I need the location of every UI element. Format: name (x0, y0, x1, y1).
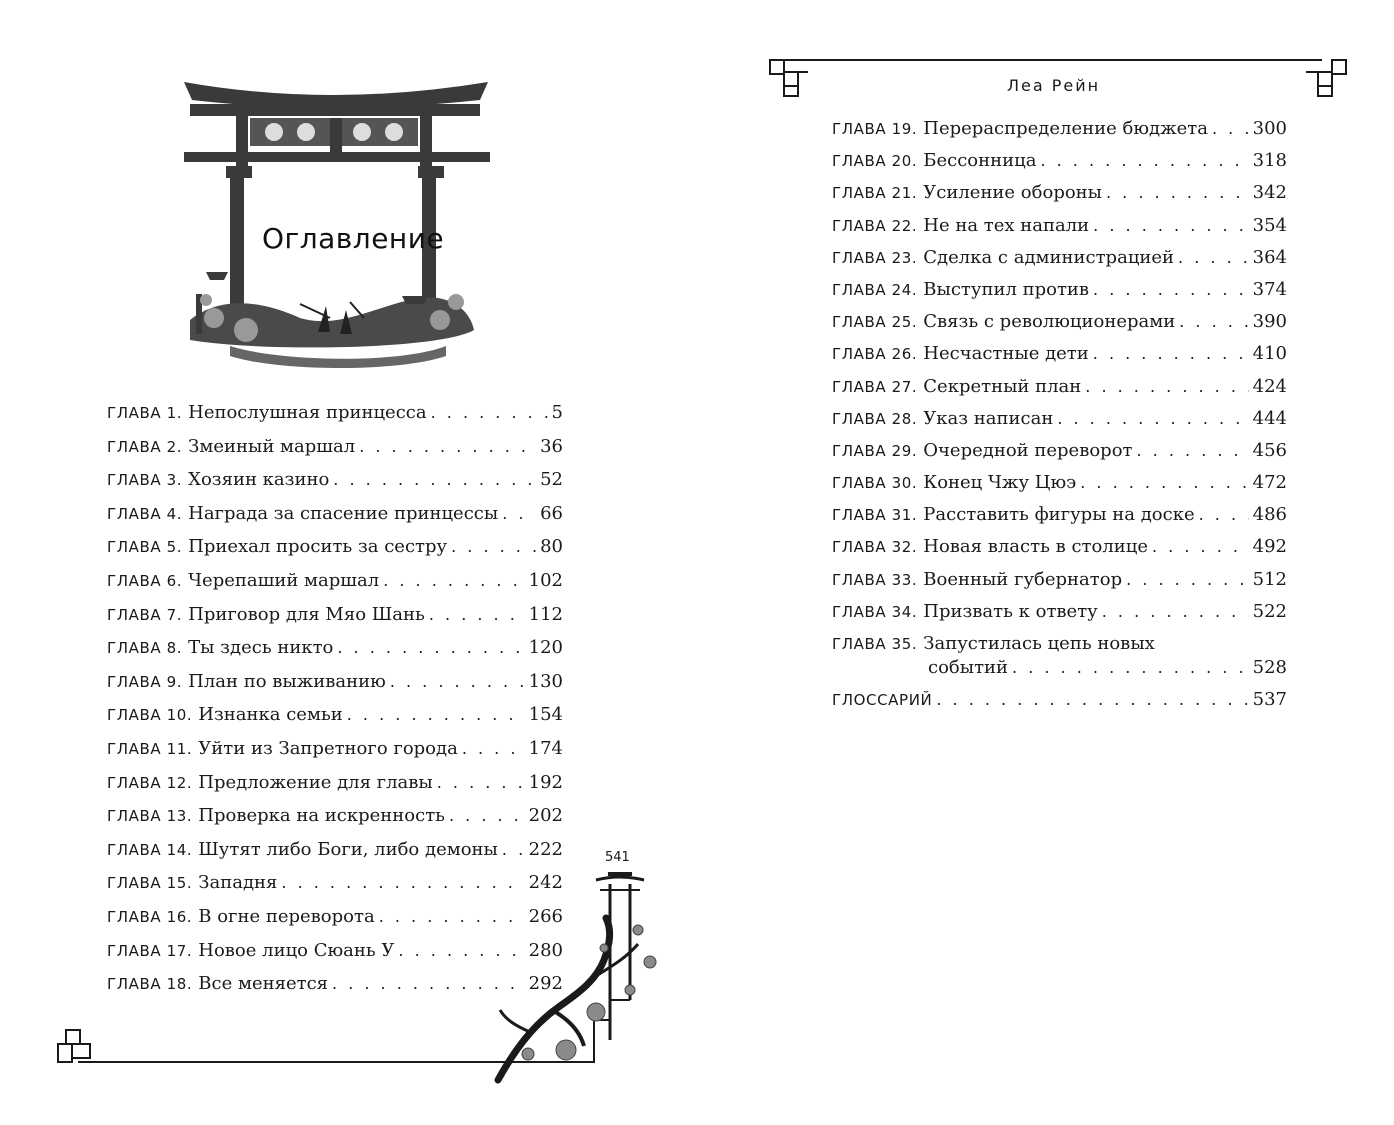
dot-leader (1093, 214, 1248, 238)
toc-entry (107, 905, 563, 939)
chapter-title: Запустилась цепь новых (923, 633, 1155, 654)
chapter-title: Приговор для Мяо Шань (188, 603, 425, 625)
chapter-title: Изнанка семьи (198, 704, 343, 726)
toc-list-right (832, 117, 1287, 720)
toc-entry (832, 181, 1287, 213)
chapter-title: Приехал просить за сестру (188, 536, 448, 558)
toc-entry (832, 535, 1287, 567)
chapter-title: Призвать к ответу (923, 600, 1098, 622)
chapter-label: ГЛАВА 13. (107, 807, 193, 826)
toc-entry (107, 972, 563, 1006)
chapter-page-number: 444 (1252, 407, 1287, 429)
toc-entry (832, 600, 1287, 632)
dot-leader (1093, 278, 1249, 302)
chapter-page-number: 130 (528, 670, 563, 692)
dot-leader (1152, 535, 1249, 559)
chapter-label: ГЛАВА 25. (832, 313, 918, 332)
toc-entry (107, 502, 563, 536)
chapter-page-number: 80 (540, 536, 563, 558)
chapter-title: Расставить фигуры на доске (923, 504, 1195, 526)
chapter-label: ГЛАВА 19. (832, 120, 918, 138)
chapter-page-number: 472 (1252, 472, 1287, 494)
page-number: 541 (605, 850, 630, 865)
chapter-title: План по выживанию (188, 670, 386, 692)
chapter-page-number: 102 (528, 569, 563, 591)
dot-leader (332, 972, 525, 996)
chapter-label: ГЛАВА 18. (107, 975, 193, 994)
toc-entry (832, 503, 1287, 535)
chapter-page-number: 202 (528, 805, 563, 827)
dot-leader (502, 502, 536, 526)
dot-leader (347, 703, 525, 727)
toc-entry (832, 149, 1287, 181)
dot-leader (1102, 600, 1249, 624)
chapter-title: Ты здесь никто (188, 637, 334, 659)
toc-entry (832, 246, 1287, 278)
toc-entry (832, 214, 1287, 246)
dot-leader (1179, 310, 1248, 334)
toc-entry (107, 401, 563, 435)
chapter-label: ГЛАВА 22. (832, 216, 918, 235)
toc-entry (107, 838, 563, 872)
chapter-title: В огне переворота (198, 905, 375, 927)
chapter-title: Очередной переворот (923, 439, 1133, 461)
chapter-page-number: 36 (540, 435, 563, 457)
dot-leader (1040, 149, 1248, 173)
chapter-page-number: 154 (528, 704, 563, 726)
chapter-label: ГЛАВА 5. (107, 538, 183, 557)
glossary-page-number: 537 (1252, 689, 1287, 710)
dot-leader (383, 569, 524, 593)
dot-leader (936, 688, 1248, 712)
toc-entry (832, 568, 1287, 600)
chapter-page-number: 410 (1252, 343, 1287, 365)
dot-leader (359, 435, 536, 459)
toc-entry (107, 871, 563, 905)
chapter-page-number: 424 (1252, 375, 1287, 397)
chapter-label: ГЛАВА 12. (107, 773, 193, 792)
dot-leader (451, 535, 536, 559)
toc-entry (107, 535, 563, 569)
toc-entry (832, 117, 1287, 149)
chapter-title: Усиление обороны (923, 182, 1102, 204)
chapter-label: ГЛАВА 31. (832, 506, 918, 525)
chapter-page-number: 456 (1252, 439, 1287, 461)
dot-leader (1012, 656, 1249, 680)
chapter-title: Бессонница (923, 150, 1037, 172)
chapter-label: ГЛАВА 14. (107, 840, 193, 859)
dot-leader (462, 737, 525, 761)
chapter-label: ГЛАВА 8. (107, 639, 183, 658)
chapter-title: Змеиный маршал (188, 435, 356, 457)
toc-entry (107, 569, 563, 603)
toc-list-left (107, 401, 563, 1006)
chapter-title: Западня (198, 872, 278, 894)
chapter-page-number: 120 (528, 637, 563, 659)
chapter-page-number: 492 (1252, 536, 1287, 558)
dot-leader (1199, 503, 1249, 527)
chapter-label: ГЛАВА 9. (107, 672, 183, 691)
toc-entry (832, 310, 1287, 342)
chapter-label: ГЛАВА 29. (832, 441, 918, 460)
chapter-page-number: 390 (1252, 311, 1287, 333)
toc-entry (832, 407, 1287, 439)
toc-entry (107, 636, 563, 670)
chapter-page-number: 364 (1252, 246, 1287, 268)
chapter-label: ГЛАВА 34. (832, 602, 918, 621)
toc-entry (107, 670, 563, 704)
chapter-title: Уйти из Запретного города (198, 737, 458, 759)
dot-leader (1093, 342, 1249, 366)
dot-leader (437, 771, 525, 795)
chapter-label: ГЛАВА 6. (107, 571, 183, 590)
dot-leader (1085, 375, 1248, 399)
chapter-page-number: 5 (551, 402, 563, 423)
chapter-label: ГЛАВА 30. (832, 474, 918, 493)
right-page (697, 0, 1394, 1125)
chapter-label: ГЛАВА 3. (107, 471, 183, 490)
chapter-title: Перераспределение бюджета (923, 118, 1208, 139)
chapter-title: Проверка на искренность (198, 805, 445, 827)
chapter-title: Предложение для главы (198, 771, 433, 793)
chapter-page-number: 280 (528, 939, 563, 961)
chapter-label: ГЛАВА 17. (107, 941, 193, 960)
toc-entry (107, 737, 563, 771)
running-head-author: Леа Рейн (1007, 76, 1101, 95)
chapter-title: Указ написан (923, 407, 1054, 429)
chapter-label: ГЛАВА 15. (107, 874, 193, 893)
chapter-label: ГЛАВА 27. (832, 377, 918, 396)
toc-entry (107, 468, 563, 502)
dot-leader (429, 603, 525, 627)
dot-leader (333, 468, 536, 492)
chapter-label: ГЛАВА 33. (832, 570, 918, 589)
chapter-label: ГЛАВА 2. (107, 437, 183, 456)
toc-entry (832, 375, 1287, 407)
toc-entry (107, 771, 563, 805)
chapter-label: ГЛАВА 10. (107, 706, 193, 725)
chapter-title: Все меняется (198, 973, 329, 995)
chapter-title: Хозяин казино (188, 469, 330, 491)
dot-leader (1178, 246, 1249, 270)
chapter-title: Секретный план (923, 375, 1082, 397)
toc-entry (107, 435, 563, 469)
chapter-page-number: 292 (528, 973, 563, 995)
chapter-label: ГЛАВА 21. (832, 184, 918, 203)
toc-entry-glossary (832, 688, 1287, 720)
chapter-page-number: 66 (540, 502, 563, 524)
dot-leader (1137, 439, 1249, 463)
chapter-title: Новая власть в столице (923, 536, 1148, 558)
dot-leader (1126, 568, 1249, 592)
chapter-page-number: 266 (528, 905, 563, 927)
toc-entry (107, 804, 563, 838)
chapter-label: ГЛАВА 28. (832, 409, 918, 428)
chapter-label: ГЛАВА 23. (832, 248, 918, 267)
chapter-title: Черепаший маршал (188, 569, 380, 591)
chapter-page-number: 300 (1252, 118, 1287, 139)
chapter-page-number: 112 (528, 603, 563, 625)
chapter-page-number: 486 (1252, 504, 1287, 526)
glossary-label: ГЛОССАРИЙ (832, 691, 933, 709)
chapter-label: ГЛАВА 1. (107, 404, 183, 422)
dot-leader (398, 939, 524, 963)
chapter-title-continued: событий (928, 657, 1009, 678)
chapter-page-number: 222 (528, 838, 563, 860)
chapter-page-number: 522 (1252, 600, 1287, 622)
toc-entry (107, 939, 563, 973)
toc-entry (832, 471, 1287, 503)
chapter-title: Шутят либо Боги, либо демоны (198, 838, 498, 860)
chapter-title: Новое лицо Сюань У (198, 939, 395, 961)
toc-entry (832, 278, 1287, 310)
chapter-title: Награда за спасение принцессы (188, 502, 499, 524)
chapter-label: ГЛАВА 26. (832, 345, 918, 364)
chapter-page-number: 342 (1252, 182, 1287, 204)
dot-leader (431, 401, 548, 425)
toc-entry (107, 603, 563, 637)
dot-leader (1080, 471, 1248, 495)
dot-leader (502, 838, 525, 862)
dot-leader (1212, 117, 1249, 141)
chapter-title: Несчастные дети (923, 343, 1089, 365)
chapter-page-number: 528 (1252, 657, 1287, 678)
chapter-label: ГЛАВА 24. (832, 280, 918, 299)
chapter-title: Конец Чжу Цюэ (923, 472, 1077, 494)
chapter-page-number: 52 (540, 469, 563, 491)
chapter-page-number: 174 (528, 737, 563, 759)
toc-entry (832, 632, 1287, 688)
chapter-page-number: 374 (1252, 278, 1287, 300)
chapter-label: ГЛАВА 7. (107, 605, 183, 624)
dot-leader (337, 636, 524, 660)
toc-heading: Оглавление (262, 222, 445, 255)
toc-entry (107, 703, 563, 737)
dot-leader (379, 905, 525, 929)
dot-leader (1057, 407, 1248, 431)
chapter-title: Не на тех напали (923, 214, 1090, 236)
toc-entry (832, 342, 1287, 374)
chapter-title: Сделка с администрацией (923, 246, 1175, 268)
chapter-title: Военный губернатор (923, 568, 1123, 590)
chapter-page-number: 242 (528, 872, 563, 894)
dot-leader (449, 804, 525, 828)
chapter-title: Связь с революционерами (923, 311, 1176, 333)
chapter-page-number: 354 (1252, 214, 1287, 236)
chapter-title: Непослушная принцесса (188, 402, 427, 423)
dot-leader (1106, 181, 1249, 205)
chapter-page-number: 512 (1252, 568, 1287, 590)
chapter-label: ГЛАВА 35. (832, 635, 918, 653)
toc-entry (832, 439, 1287, 471)
chapter-page-number: 318 (1252, 150, 1287, 172)
dot-leader (281, 871, 524, 895)
chapter-page-number: 192 (528, 771, 563, 793)
chapter-label: ГЛАВА 20. (832, 152, 918, 171)
chapter-label: ГЛАВА 32. (832, 538, 918, 557)
chapter-label: ГЛАВА 16. (107, 907, 193, 926)
dot-leader (390, 670, 525, 694)
chapter-title: Выступил против (923, 278, 1090, 300)
chapter-label: ГЛАВА 11. (107, 739, 193, 758)
chapter-label: ГЛАВА 4. (107, 504, 183, 523)
